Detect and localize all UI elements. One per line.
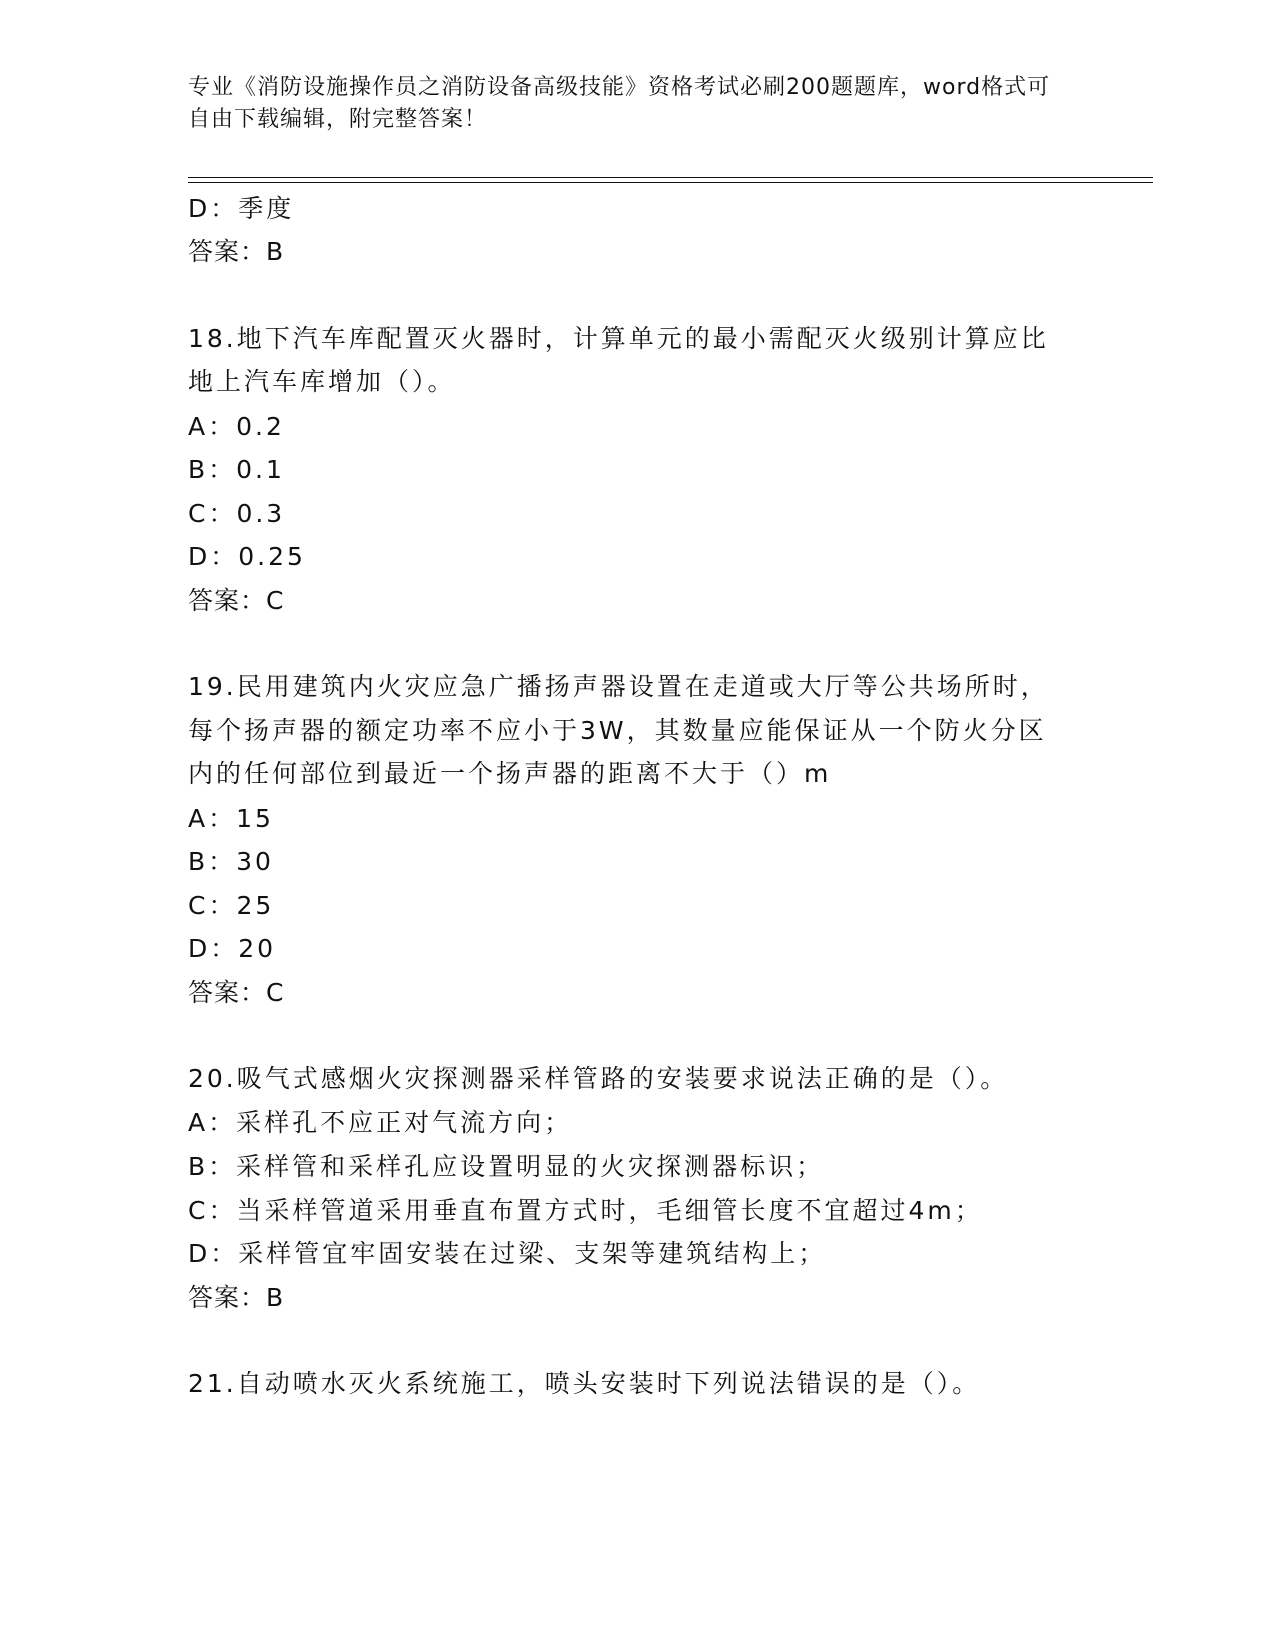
q20-option-d: D：采样管宜牢固安装在过梁、支架等建筑结构上； — [188, 1239, 827, 1268]
q18-option-b: B：0.1 — [188, 455, 285, 484]
q19-option-c: C：25 — [188, 891, 275, 920]
q20-option-a: A：采样孔不应正对气流方向； — [188, 1108, 573, 1137]
q19-stem-line1: 19.民用建筑内火灾应急广播扬声器设置在走道或大厅等公共场所时， — [188, 672, 1049, 701]
q19-option-a: A：15 — [188, 804, 274, 833]
q20-answer: 答案：B — [188, 1283, 285, 1312]
q20-option-b: B：采样管和采样孔应设置明显的火灾探测器标识； — [188, 1152, 825, 1181]
q18-option-d: D：0.25 — [188, 542, 306, 571]
header-rule-top — [188, 177, 1153, 178]
header-rule-bottom — [188, 182, 1153, 183]
q18-stem-line1: 18.地下汽车库配置灭火器时，计算单元的最小需配灭火级别计算应比 — [188, 324, 1049, 353]
prev-answer: 答案：B — [188, 237, 285, 266]
q19-option-b: B：30 — [188, 847, 274, 876]
q21-stem-line1: 21.自动喷水灭火系统施工，喷头安装时下列说法错误的是（）。 — [188, 1369, 981, 1398]
q19-stem-line3: 内的任何部位到最近一个扬声器的距离不大于（）m — [188, 759, 832, 788]
q19-option-d: D：20 — [188, 934, 277, 963]
q19-stem-line2: 每个扬声器的额定功率不应小于3W，其数量应能保证从一个防火分区 — [188, 716, 1047, 745]
q19-answer: 答案：C — [188, 978, 285, 1007]
prev-option-d: D：季度 — [188, 194, 295, 223]
q18-answer: 答案：C — [188, 586, 285, 615]
q20-option-c: C：当采样管道采用垂直布置方式时，毛细管长度不宜超过4m； — [188, 1196, 983, 1225]
document-header: 专业《消防设施操作员之消防设备高级技能》资格考试必刷200题题库，word格式可自由下载编辑，附完整答案！ — [188, 75, 1051, 132]
q18-option-c: C：0.3 — [188, 499, 286, 528]
q20-stem-line1: 20.吸气式感烟火灾探测器采样管路的安装要求说法正确的是（）。 — [188, 1064, 1009, 1093]
q18-option-a: A：0.2 — [188, 412, 285, 441]
q18-stem-line2: 地上汽车库增加（）。 — [188, 367, 456, 396]
